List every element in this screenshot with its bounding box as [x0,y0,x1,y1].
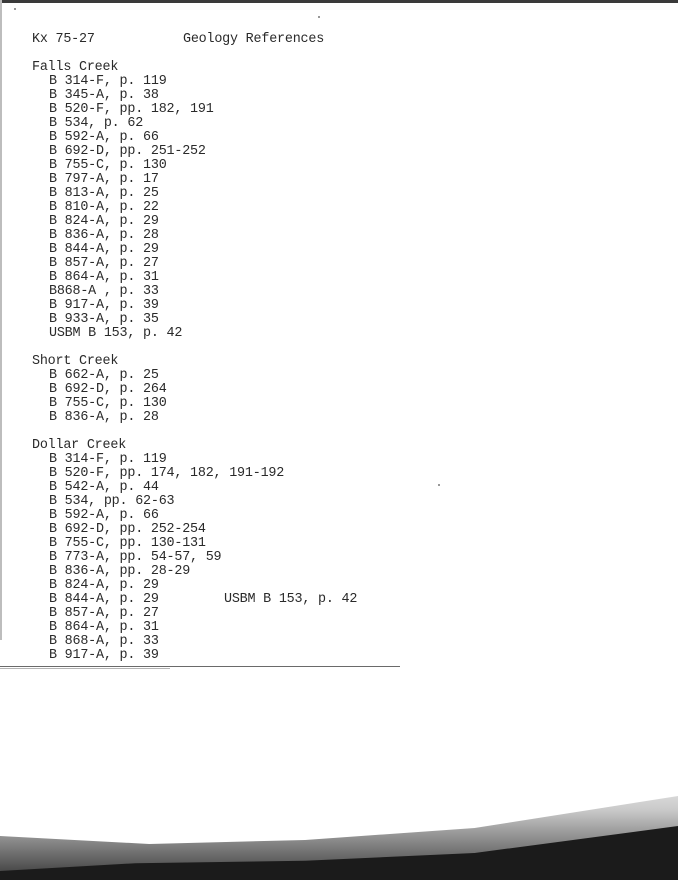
reference-entry: B 868-A, p. 33 [49,634,159,649]
reference-entry: B 773-A, pp. 54-57, 59 [49,550,222,565]
reference-entry: B 592-A, p. 66 [49,508,159,523]
reference-entry: B 864-A, p. 31 [49,620,159,635]
reference-entry: B 810-A, p. 22 [49,200,159,215]
reference-entry: B 836-A, pp. 28-29 [49,564,191,579]
section-heading-dollar-creek: Dollar Creek [32,438,127,453]
reference-entry: B 864-A, p. 31 [49,270,159,285]
reference-entry: B 520-F, pp. 174, 182, 191-192 [49,466,285,481]
page-left-edge [0,0,2,640]
reference-entry: B 692-D, pp. 252-254 [49,522,206,537]
reference-entry: B 844-A, p. 29 [49,592,159,607]
dust-speck [318,16,320,18]
reference-entry: B 857-A, p. 27 [49,606,159,621]
reference-entry: B 797-A, p. 17 [49,172,159,187]
reference-entry: B 592-A, p. 66 [49,130,159,145]
reference-entry: B 836-A, p. 28 [49,228,159,243]
reference-entry: B868-A , p. 33 [49,284,159,299]
reference-entry: USBM B 153, p. 42 [49,326,183,341]
reference-entry: B 824-A, p. 29 [49,578,159,593]
reference-entry: B 520-F, pp. 182, 191 [49,102,214,117]
reference-entry: B 542-A, p. 44 [49,480,159,495]
section-heading-short-creek: Short Creek [32,354,119,369]
reference-entry: B 662-A, p. 25 [49,368,159,383]
document-title: Geology References [183,32,325,47]
page-top-edge [0,0,678,3]
divider-line [0,666,400,667]
dust-speck [438,484,440,486]
reference-entry: B 345-A, p. 38 [49,88,159,103]
reference-entry: B 857-A, p. 27 [49,256,159,271]
reference-entry: B 755-C, p. 130 [49,158,167,173]
reference-entry: B 534, p. 62 [49,116,144,131]
file-number: Kx 75-27 [32,32,95,47]
reference-entry: B 824-A, p. 29 [49,214,159,229]
reference-entry: B 917-A, p. 39 [49,298,159,313]
divider-line [0,668,170,669]
side-note: USBM B 153, p. 42 [224,592,358,607]
reference-entry: B 314-F, p. 119 [49,452,167,467]
reference-entry: B 813-A, p. 25 [49,186,159,201]
section-heading-falls-creek: Falls Creek [32,60,119,75]
reference-entry: B 933-A, p. 35 [49,312,159,327]
reference-entry: B 692-D, p. 264 [49,382,167,397]
reference-entry: B 692-D, pp. 251-252 [49,144,206,159]
reference-entry: B 917-A, p. 39 [49,648,159,663]
dust-speck [14,8,16,10]
reference-entry: B 844-A, p. 29 [49,242,159,257]
reference-entry: B 534, pp. 62-63 [49,494,175,509]
reference-entry: B 755-C, p. 130 [49,396,167,411]
reference-entry: B 314-F, p. 119 [49,74,167,89]
reference-entry: B 836-A, p. 28 [49,410,159,425]
reference-entry: B 755-C, pp. 130-131 [49,536,206,551]
